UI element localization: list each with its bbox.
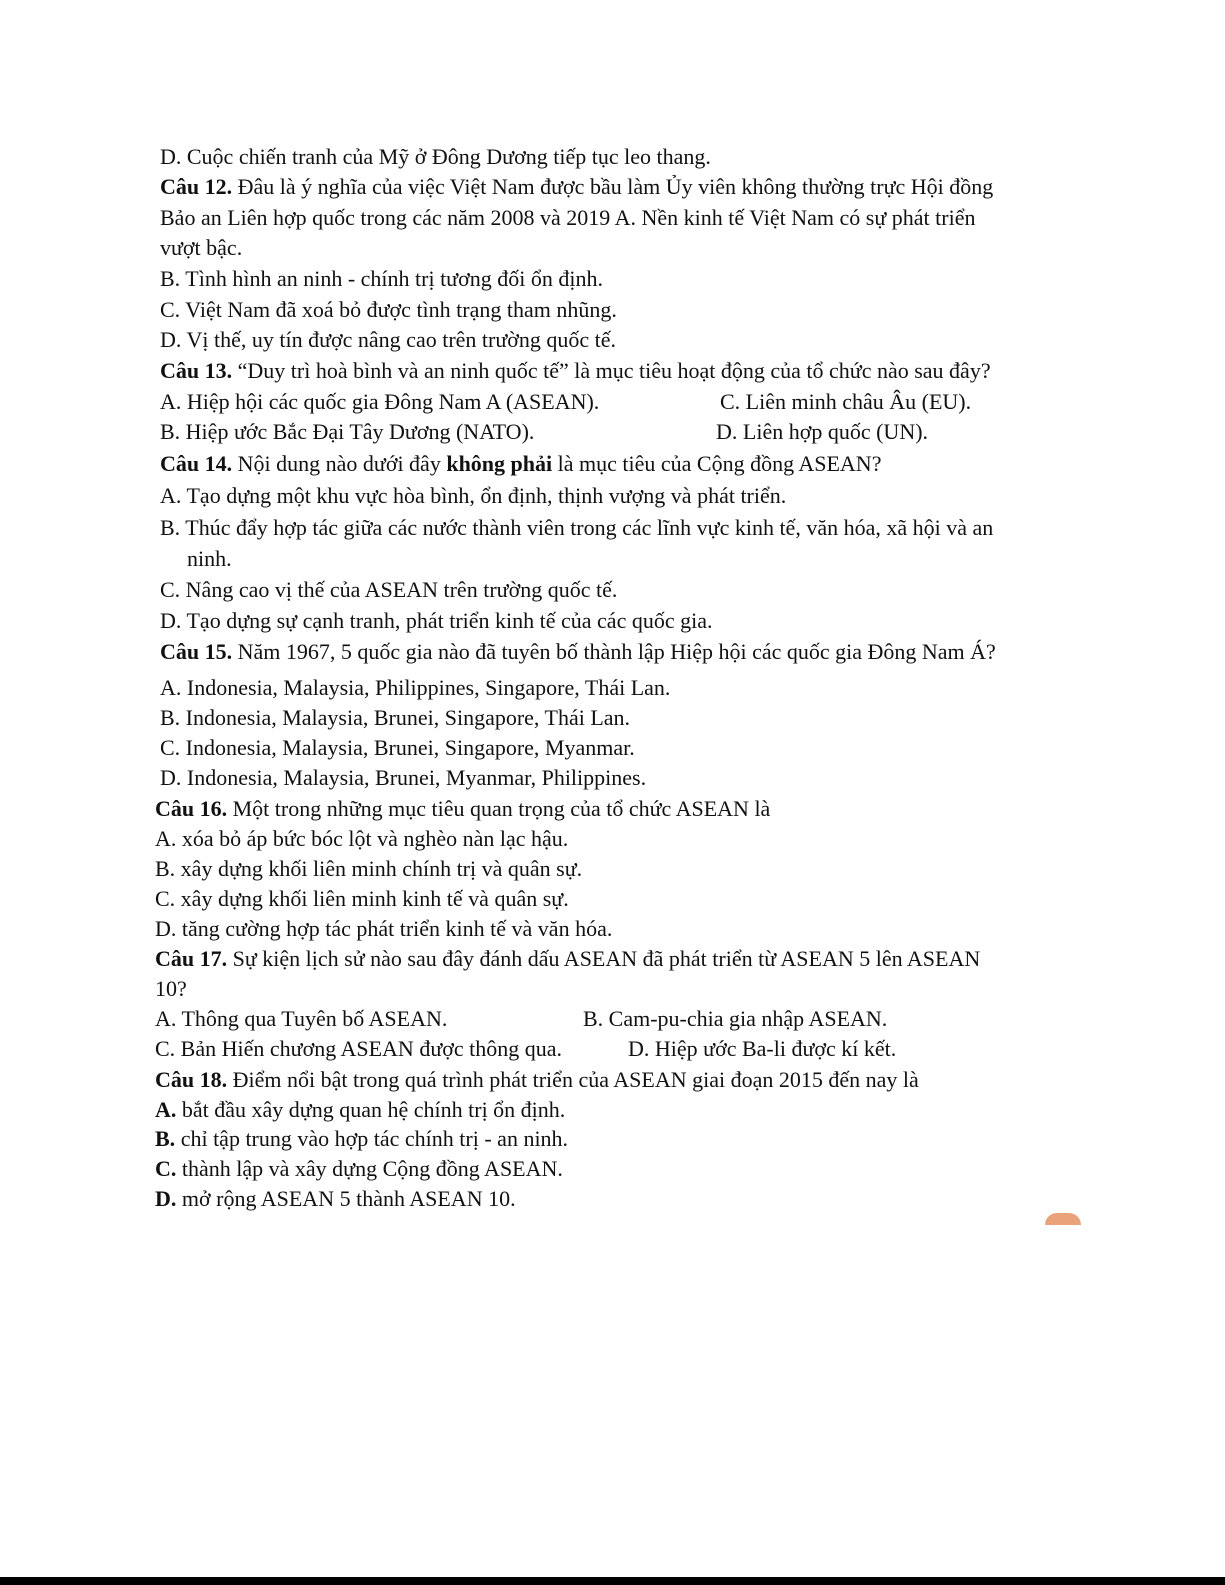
q11-option-d: D. Cuộc chiến tranh của Mỹ ở Đông Dương tiếp tục leo thang. — [160, 144, 711, 169]
q17-option-c: C. Bản Hiến chương ASEAN được thông qua. — [155, 1036, 563, 1061]
q18-option-c-text: thành lập và xây dựng Cộng đồng ASEAN. — [176, 1156, 563, 1181]
q18-option-a-text: bắt đầu xây dựng quan hệ chính trị ổn định. — [176, 1097, 566, 1122]
q12-label: Câu 12. — [160, 174, 233, 199]
q18-label: Câu 18. — [155, 1067, 228, 1092]
q13-option-b: B. Hiệp ước Bắc Đại Tây Dương (NATO). — [160, 419, 535, 444]
q18-option-c — [155, 1154, 563, 1184]
q13-stem-text: “Duy trì hoà bình và an ninh quốc tế” là mục tiêu hoạt động của tổ chức nào sau đây? — [232, 358, 991, 383]
q18-option-b-key: B. — [155, 1126, 176, 1151]
q14-stem-emphasis: không phải — [446, 451, 553, 476]
q12-option-d: D. Vị thế, uy tín được nâng cao trên trường quốc tế. — [160, 327, 617, 352]
q18-option-a — [155, 1095, 565, 1125]
q13-stem — [160, 356, 991, 386]
q15-option-a: A. Indonesia, Malaysia, Philippines, Singapore, Thái Lan. — [160, 675, 671, 700]
q16-stem — [155, 794, 770, 824]
q16-option-d: D. tăng cường hợp tác phát triển kinh tế và văn hóa. — [155, 916, 613, 941]
q17-option-a: A. Thông qua Tuyên bố ASEAN. — [155, 1006, 448, 1031]
q18-option-d-key: D. — [155, 1186, 177, 1211]
q16-option-b: B. xây dựng khối liên minh chính trị và quân sự. — [155, 856, 583, 881]
q14-option-a: A. Tạo dựng một khu vực hòa bình, ổn định, thịnh vượng và phát triển. — [160, 483, 787, 508]
q18-option-d — [155, 1184, 516, 1214]
q18-option-c-key: C. — [155, 1156, 177, 1181]
q15-stem — [160, 637, 996, 667]
q15-option-d: D. Indonesia, Malaysia, Brunei, Myanmar, Philippines. — [160, 765, 647, 790]
q17-option-d: D. Hiệp ước Ba-li được kí kết. — [628, 1036, 897, 1061]
q14-stem — [160, 449, 881, 479]
q12-stem-line-3: vượt bậc. — [160, 235, 243, 260]
q17-stem-line-2: 10? — [155, 976, 187, 1001]
q17-option-b: B. Cam-pu-chia gia nhập ASEAN. — [583, 1006, 888, 1031]
q16-stem-text: Một trong những mục tiêu quan trọng của tổ chức ASEAN là — [227, 796, 771, 821]
q17-stem-line-1: Sự kiện lịch sử nào sau đây đánh dấu ASEAN đã phát triển từ ASEAN 5 lên ASEAN — [227, 946, 981, 971]
q14-option-b-line-1: B. Thúc đẩy hợp tác giữa các nước thành viên trong các lĩnh vực kinh tế, văn hóa, xã hội và an — [160, 515, 994, 540]
q12-stem-line-1: Đâu là ý nghĩa của việc Việt Nam được bầu làm Ủy viên không thường trực Hội đồng — [232, 174, 994, 199]
q16-option-a: A. xóa bỏ áp bức bóc lột và nghèo nàn lạc hậu. — [155, 826, 569, 851]
q14-stem-post: là mục tiêu của Cộng đồng ASEAN? — [552, 451, 882, 476]
q12-option-c: C. Việt Nam đã xoá bỏ được tình trạng tham nhũng. — [160, 297, 617, 322]
q18-option-b-text: chỉ tập trung vào hợp tác chính trị - an ninh. — [175, 1126, 569, 1151]
q14-option-b-line-2: ninh. — [187, 546, 232, 571]
q12-option-b: B. Tình hình an ninh - chính trị tương đối ổn định. — [160, 266, 603, 291]
q14-option-d: D. Tạo dựng sự cạnh tranh, phát triển kinh tế của các quốc gia. — [160, 608, 713, 633]
q18-stem-text: Điểm nổi bật trong quá trình phát triển của ASEAN giai đoạn 2015 đến nay là — [227, 1067, 919, 1092]
orange-tab-mark — [1045, 1213, 1081, 1225]
q13-label: Câu 13. — [160, 358, 233, 383]
q18-option-d-text: mở rộng ASEAN 5 thành ASEAN 10. — [176, 1186, 516, 1211]
q17-label: Câu 17. — [155, 946, 228, 971]
q16-label: Câu 16. — [155, 796, 228, 821]
q14-label: Câu 14. — [160, 451, 233, 476]
q13-option-c: C. Liên minh châu Âu (EU). — [720, 389, 972, 414]
q18-option-b — [155, 1124, 568, 1154]
q15-option-b: B. Indonesia, Malaysia, Brunei, Singapore, Thái Lan. — [160, 705, 631, 730]
q13-option-d: D. Liên hợp quốc (UN). — [716, 419, 929, 444]
q18-stem — [155, 1065, 919, 1095]
bottom-border-rule — [0, 1577, 1225, 1585]
q15-label: Câu 15. — [160, 639, 233, 664]
q15-stem-text: Năm 1967, 5 quốc gia nào đã tuyên bố thành lập Hiệp hội các quốc gia Đông Nam Á? — [232, 639, 996, 664]
q18-option-a-key: A. — [155, 1097, 177, 1122]
q12-stem — [160, 172, 993, 202]
q13-option-a: A. Hiệp hội các quốc gia Đông Nam A (ASEAN). — [160, 389, 600, 414]
q14-stem-pre: Nội dung nào dưới đây — [232, 451, 447, 476]
q15-option-c: C. Indonesia, Malaysia, Brunei, Singapore, Myanmar. — [160, 735, 635, 760]
q14-option-c: C. Nâng cao vị thế của ASEAN trên trường quốc tế. — [160, 577, 618, 602]
q12-stem-line-2: Bảo an Liên hợp quốc trong các năm 2008 và 2019 A. Nền kinh tế Việt Nam có sự phát triển — [160, 205, 976, 230]
q17-stem — [155, 944, 980, 974]
q16-option-c: C. xây dựng khối liên minh kinh tế và quân sự. — [155, 886, 569, 911]
